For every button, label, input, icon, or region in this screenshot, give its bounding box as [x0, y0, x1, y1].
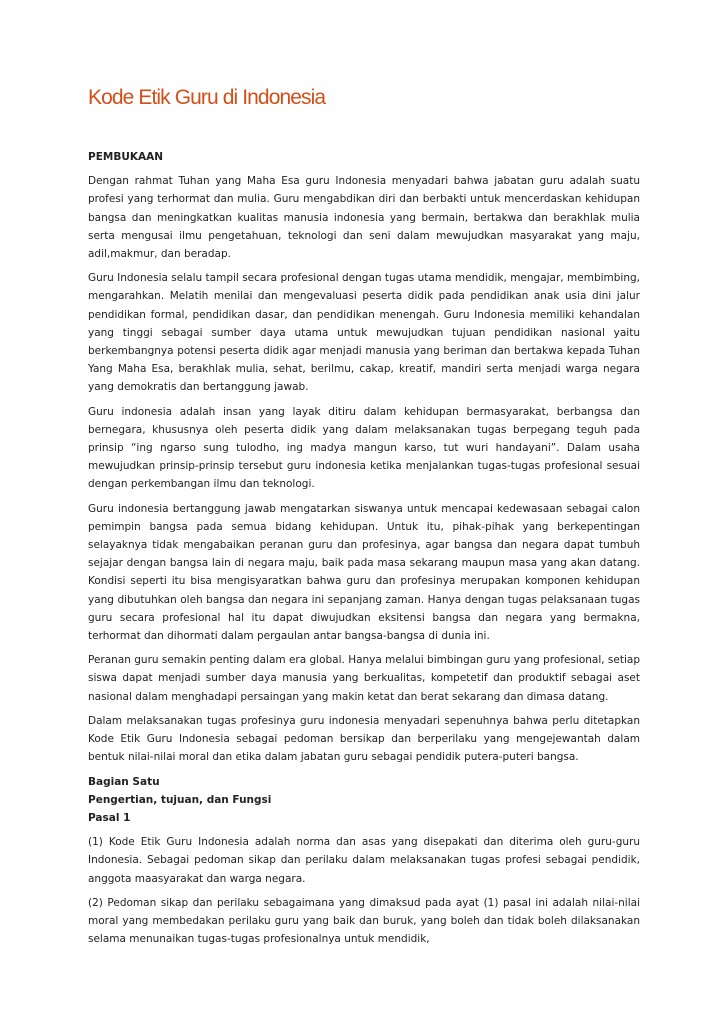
- section-subtitle: Pengertian, tujuan, dan Fungsi: [88, 793, 272, 806]
- article-heading: Pasal 1: [88, 811, 131, 824]
- opening-paragraph: Guru indonesia adalah insan yang layak ditiru dalam kehidupan bermasyarakat, berbangsa dan bernegara, khususnya oleh peserta didik yang dalam melaksanakan tugas berpegang teguh pada prinsip “ing ngarso sung tulodho, ing madya mangun karso, tut wuri handayani”. Dalam usaha mewujudkan prinsip-prinsip tersebut guru indonesia ketika menjalankan tugas-tugas profesional sesuai dengan perkembangan ilmu dan teknologi.: [88, 405, 640, 491]
- section-label: Bagian Satu: [88, 775, 160, 788]
- article-paragraph: (1) Kode Etik Guru Indonesia adalah norma dan asas yang disepakati dan diterima oleh guru-guru Indonesia. Sebagai pedoman sikap dan perilaku dalam melaksanakan tugas profesi sebagai pendidik, anggota maasyarakat dan warga negara.: [88, 836, 640, 885]
- opening-paragraph: Guru Indonesia selalu tampil secara profesional dengan tugas utama mendidik, mengajar, membimbing, mengarahkan. Melatih menilai dan mengevaluasi peserta didik pada pendidikan anak usia dini jalur pendidikan formal, pendidikan dasar, dan pendidikan menengah. Guru Indonesia memiliki kehandalan yang tinggi sebagai sumber daya utama untuk mewujudkan tujuan pendidikan nasional yaitu berkembangnya potensi peserta didik agar menjadi manusia yang beriman dan bertakwa kepada Tuhan Yang Maha Esa, berakhlak mulia, sehat, berilmu, cakap, kreatif, mandiri serta menjadi warga negara yang demokratis dan bertanggung jawab.: [88, 272, 640, 394]
- opening-paragraph: Dengan rahmat Tuhan yang Maha Esa guru Indonesia menyadari bahwa jabatan guru adalah suatu profesi yang terhormat dan mulia. Guru mengabdikan diri dan berbakti untuk mencerdaskan kehidupan bangsa dan meningkatkan kualitas manusia indonesia yang bermain, bertakwa dan berakhlak mulia serta mengusai ilmu pengetahuan, teknologi dan seni dalam mewujudkan masyarakat yang maju, adil,makmur, dan beradap.: [88, 175, 640, 261]
- article-paragraph: (2) Pedoman sikap dan perilaku sebagaimana yang dimaksud pada ayat (1) pasal ini adalah nilai-nilai moral yang membedakan perilaku guru yang baik dan buruk, yang boleh dan tidak boleh dilaksanakan selama menunaikan tugas-tugas profesionalnya untuk mendidik,: [88, 896, 640, 946]
- opening-paragraph: Peranan guru semakin penting dalam era global. Hanya melalui bimbingan guru yang profesional, setiap siswa dapat menjadi sumber daya manusia yang berkualitas, kompetetif dan produktif sebagai aset nasional dalam menghadapi persaingan yang makin ketat dan berat sekarang dan dimasa datang.: [88, 654, 640, 703]
- document-body: [88, 148, 640, 954]
- opening-heading: PEMBUKAAN: [88, 151, 164, 163]
- document-title: Kode Etik Guru di Indonesia: [88, 86, 326, 109]
- opening-paragraph: Dalam melaksanakan tugas profesinya guru indonesia menyadari sepenuhnya bahwa perlu ditetapkan Kode Etik Guru Indonesia sebagai pedoman bersikap dan berperilaku yang mengejewantah dalam bentuk nilai-nilai moral dan etika dalam jabatan guru sebagai pendidik putera-puteri bangsa.: [88, 714, 640, 764]
- opening-paragraph: Guru indonesia bertanggung jawab mengatarkan siswanya untuk mencapai kedewasaan sebagai calon pemimpin bangsa pada semua bidang kehidupan. Untuk itu, pihak-pihak yang berkepentingan selayaknya tidak mengabaikan peranan guru dan profesinya, agar bangsa dan negara dapat tumbuh sejajar dengan bangsa lain di negara maju, baik pada masa sekarang maupun masa yang akan datang. Kondisi seperti itu bisa mengisyaratkan bahwa guru dan profesinya merupakan komponen kehidupan yang dibutuhkan oleh bangsa dan negara ini sepanjang zaman. Hanya dengan tugas pelaksanaan tugas guru secara profesional hal itu dapat diwujudkan eksitensi bangsa dan negara yang bermakna, terhormat dan dihormati dalam pergaulan antar bangsa-bangsa di dunia ini.: [88, 502, 640, 643]
